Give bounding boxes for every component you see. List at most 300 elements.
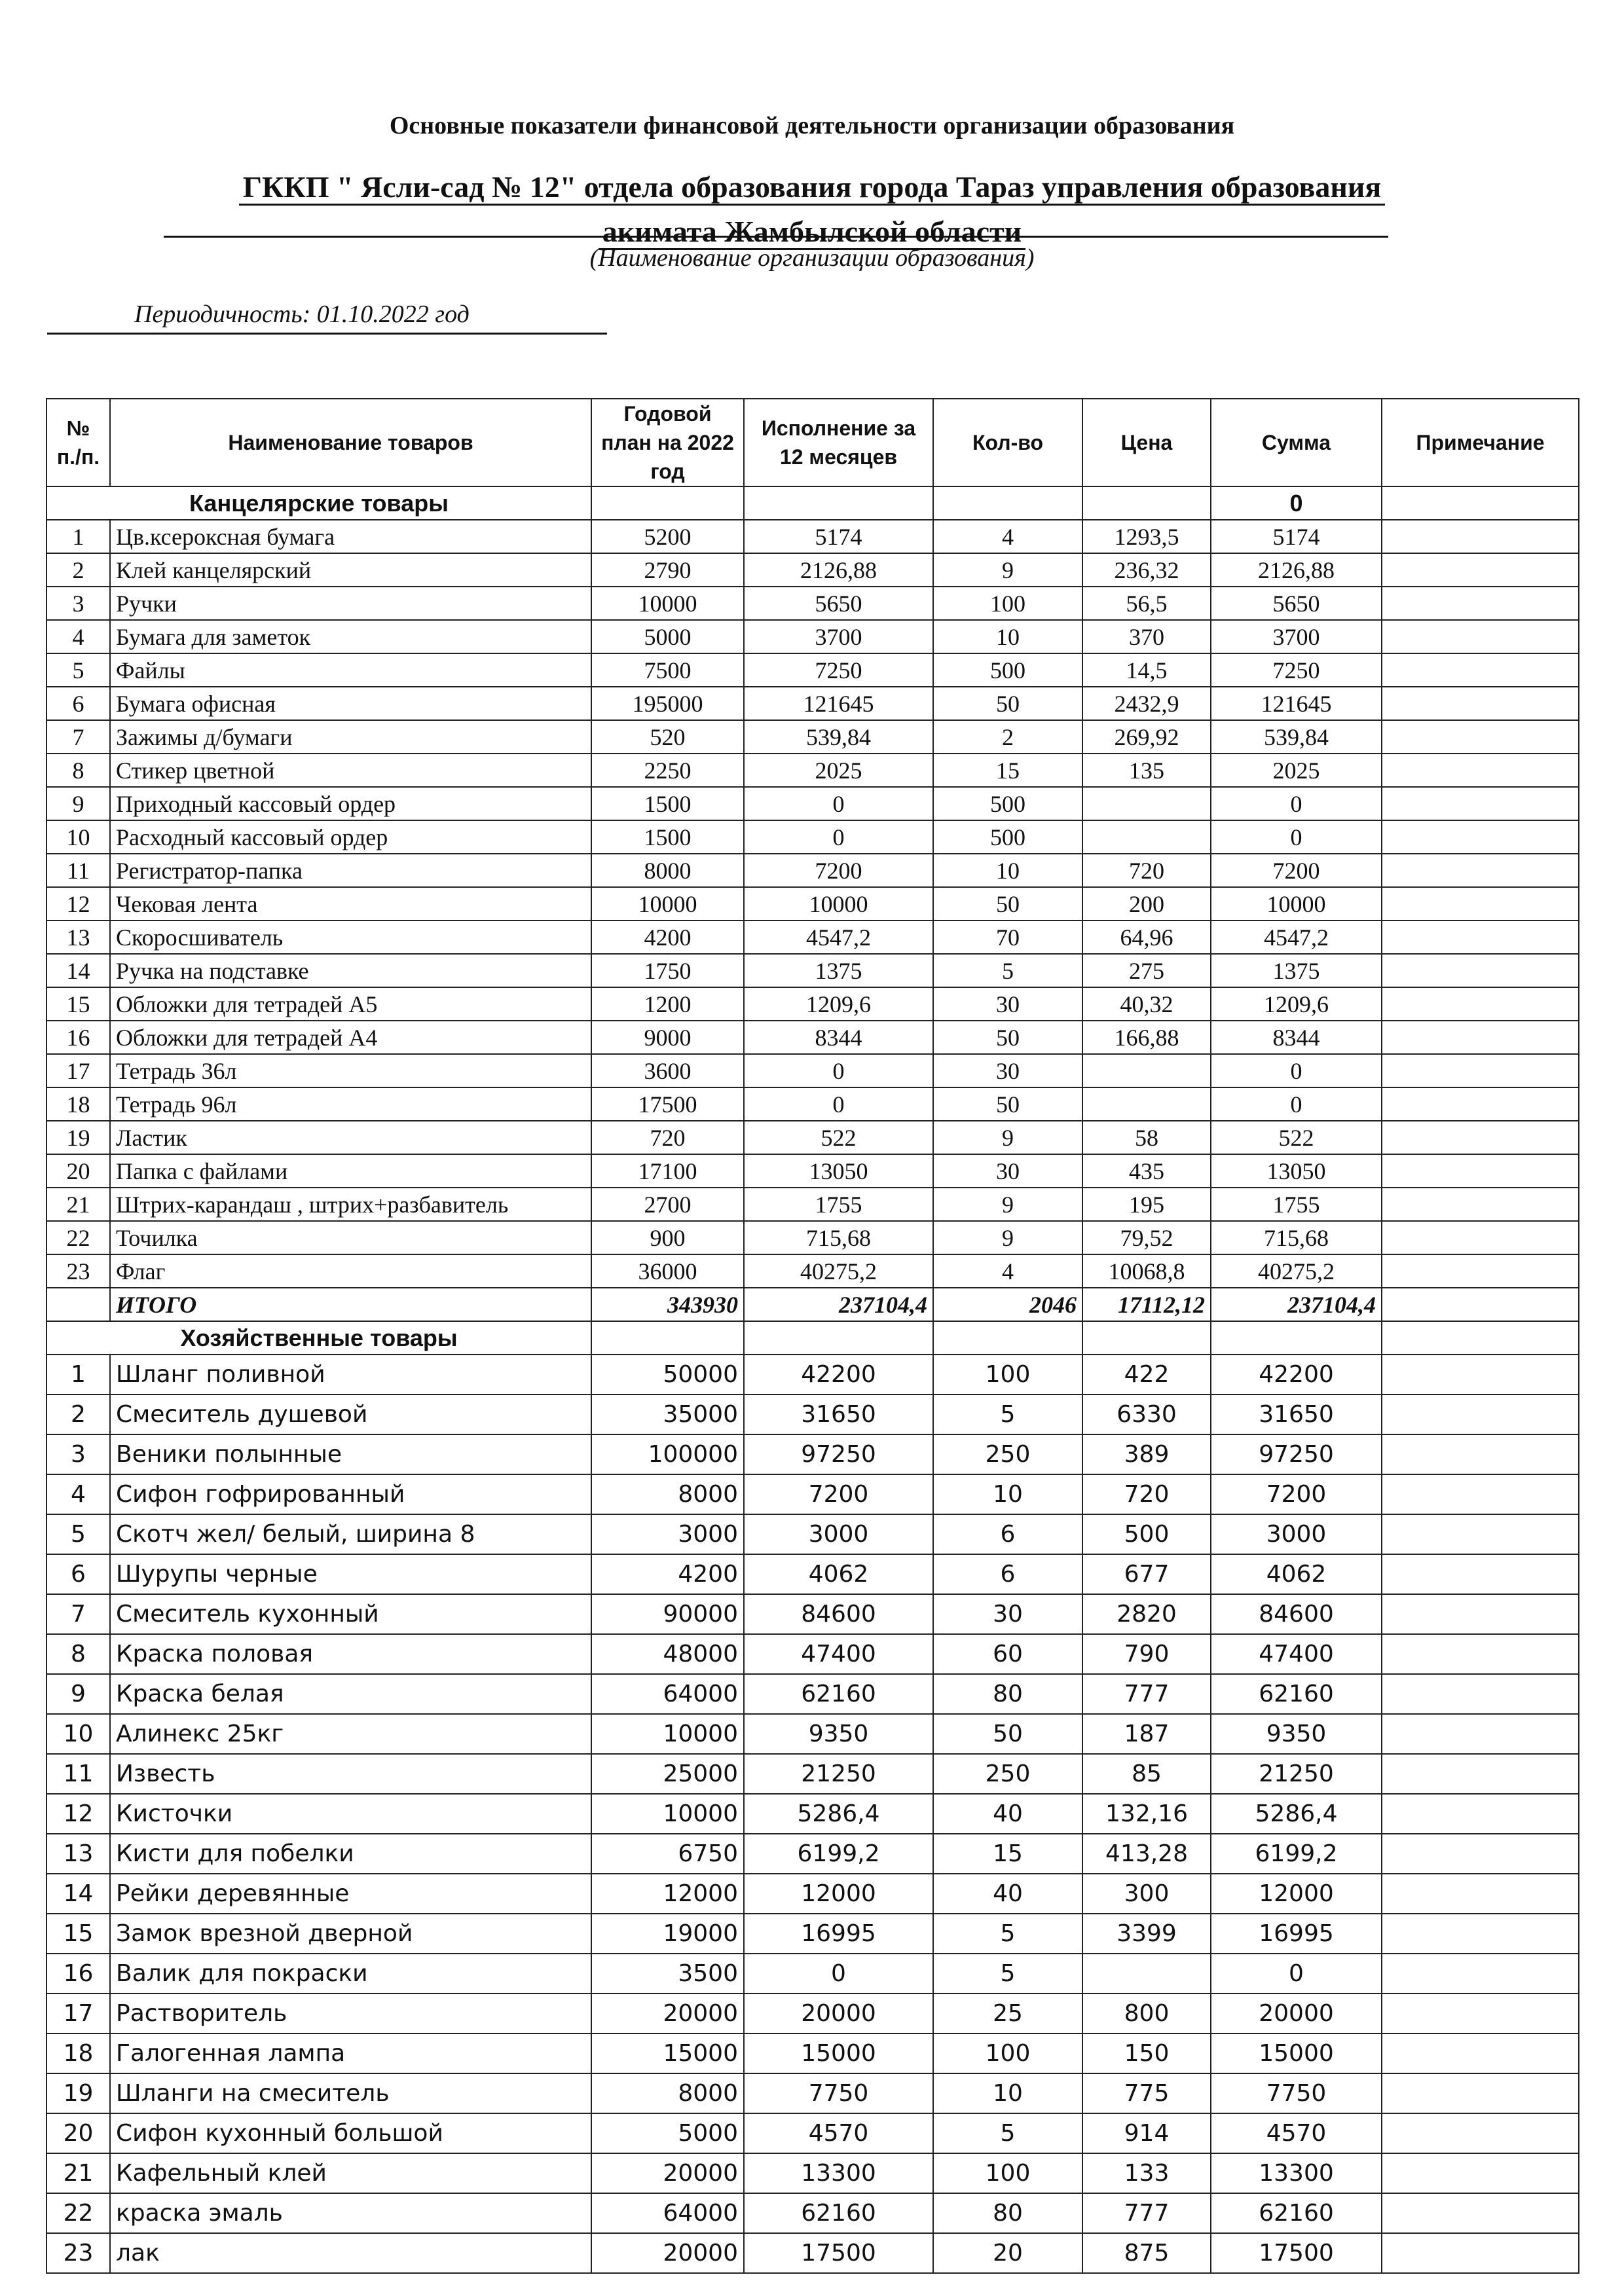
row-number: 11 [46, 1754, 110, 1794]
execution: 7750 [744, 2073, 933, 2113]
table-row [46, 1594, 1579, 1634]
sum: 84600 [1211, 1594, 1382, 1634]
price: 677 [1082, 1554, 1211, 1594]
price: 166,88 [1082, 1021, 1211, 1054]
item-name: Файлы [110, 653, 591, 687]
row-number: 11 [46, 854, 110, 887]
sum: 715,68 [1211, 1221, 1382, 1254]
note [1382, 1754, 1579, 1794]
section-header-row [46, 486, 1579, 520]
row-number: 5 [46, 653, 110, 687]
price: 300 [1082, 1874, 1211, 1914]
annual-plan: 3600 [591, 1054, 744, 1087]
total-price: 17112,12 [1082, 1288, 1211, 1321]
execution: 4547,2 [744, 920, 933, 954]
table-header-row [46, 399, 1579, 486]
note [1382, 1254, 1579, 1288]
header-rule [164, 236, 1388, 238]
note [1382, 687, 1579, 720]
table-row [46, 2033, 1579, 2073]
table-row [46, 1021, 1579, 1054]
quantity: 100 [933, 2033, 1082, 2073]
execution: 10000 [744, 887, 933, 920]
table-row [46, 1087, 1579, 1121]
table-row [46, 2113, 1579, 2153]
item-name: Сифон гофрированный [110, 1474, 591, 1514]
annual-plan: 9000 [591, 1021, 744, 1054]
table-cell [744, 486, 933, 520]
table-row [46, 1121, 1579, 1154]
execution: 15000 [744, 2033, 933, 2073]
price: 187 [1082, 1714, 1211, 1754]
item-name: Тетрадь 36л [110, 1054, 591, 1087]
quantity: 5 [933, 954, 1082, 987]
sum: 6199,2 [1211, 1834, 1382, 1874]
annual-plan: 3500 [591, 1954, 744, 1994]
execution: 0 [744, 1954, 933, 1994]
price: 2820 [1082, 1594, 1211, 1634]
column-header: № п./п. [46, 399, 110, 486]
price: 40,32 [1082, 987, 1211, 1021]
note [1382, 1634, 1579, 1674]
row-number: 14 [46, 954, 110, 987]
note [1382, 653, 1579, 687]
sum: 31650 [1211, 1394, 1382, 1434]
table-row [46, 587, 1579, 620]
price: 56,5 [1082, 587, 1211, 620]
sum: 5286,4 [1211, 1794, 1382, 1834]
sum: 21250 [1211, 1754, 1382, 1794]
sum: 8344 [1211, 1021, 1382, 1054]
execution: 121645 [744, 687, 933, 720]
annual-plan: 8000 [591, 2073, 744, 2113]
sum: 5174 [1211, 520, 1382, 553]
sum: 121645 [1211, 687, 1382, 720]
execution: 0 [744, 820, 933, 854]
execution: 12000 [744, 1874, 933, 1914]
price [1082, 1054, 1211, 1087]
price: 500 [1082, 1514, 1211, 1554]
note [1382, 720, 1579, 754]
note [1382, 587, 1579, 620]
column-header: Сумма [1211, 399, 1382, 486]
item-name: Бумага для заметок [110, 620, 591, 653]
column-header: Годовой план на 2022 год [591, 399, 744, 486]
note [1382, 987, 1579, 1021]
note [1382, 1914, 1579, 1954]
item-name: Тетрадь 96л [110, 1087, 591, 1121]
annual-plan: 100000 [591, 1434, 744, 1474]
annual-plan: 3000 [591, 1514, 744, 1554]
row-number: 1 [46, 1355, 110, 1394]
table-row [46, 1874, 1579, 1914]
price [1082, 820, 1211, 854]
annual-plan: 19000 [591, 1914, 744, 1954]
quantity: 6 [933, 1554, 1082, 1594]
price: 777 [1082, 1674, 1211, 1714]
quantity: 10 [933, 620, 1082, 653]
sum: 522 [1211, 1121, 1382, 1154]
note [1382, 2113, 1579, 2153]
execution: 21250 [744, 1754, 933, 1794]
table-row [46, 920, 1579, 954]
price: 422 [1082, 1355, 1211, 1394]
note [1382, 2073, 1579, 2113]
organization-line-1: ГККП " Ясли-сад № 12" отдела образования города Тараз управления образования [239, 170, 1386, 206]
note [1382, 1874, 1579, 1914]
note [1382, 1154, 1579, 1188]
price [1082, 1954, 1211, 1994]
row-number: 23 [46, 2233, 110, 2273]
row-number: 10 [46, 820, 110, 854]
table-row [46, 887, 1579, 920]
total-plan: 343930 [591, 1288, 744, 1321]
row-number: 12 [46, 887, 110, 920]
execution: 20000 [744, 1994, 933, 2033]
quantity: 15 [933, 1834, 1082, 1874]
quantity: 20 [933, 2233, 1082, 2273]
row-number: 4 [46, 620, 110, 653]
sum: 17500 [1211, 2233, 1382, 2273]
row-number: 17 [46, 1994, 110, 2033]
item-name: Цв.ксероксная бумага [110, 520, 591, 553]
row-number: 7 [46, 1594, 110, 1634]
annual-plan: 10000 [591, 1714, 744, 1754]
sum: 42200 [1211, 1355, 1382, 1394]
price: 135 [1082, 754, 1211, 787]
annual-plan: 4200 [591, 1554, 744, 1594]
table-row [46, 1254, 1579, 1288]
item-name: Ручки [110, 587, 591, 620]
goods-table [46, 398, 1579, 2274]
sum: 4570 [1211, 2113, 1382, 2153]
table-row [46, 820, 1579, 854]
table-row [46, 1154, 1579, 1188]
note [1382, 1554, 1579, 1594]
quantity: 50 [933, 1714, 1082, 1754]
row-number: 1 [46, 520, 110, 553]
item-name: Штрих-карандаш , штрих+разбавитель [110, 1188, 591, 1221]
note [1382, 1594, 1579, 1634]
price: 275 [1082, 954, 1211, 987]
quantity: 500 [933, 787, 1082, 820]
total-quantity: 2046 [933, 1288, 1082, 1321]
note [1382, 1054, 1579, 1087]
table-row [46, 1355, 1579, 1394]
row-number: 2 [46, 553, 110, 587]
annual-plan: 12000 [591, 1874, 744, 1914]
annual-plan: 1500 [591, 787, 744, 820]
row-number: 19 [46, 2073, 110, 2113]
note [1382, 854, 1579, 887]
table-row [46, 1474, 1579, 1514]
item-name: Рейки деревянные [110, 1874, 591, 1914]
sum: 40275,2 [1211, 1254, 1382, 1288]
price: 200 [1082, 887, 1211, 920]
item-name: Точилка [110, 1221, 591, 1254]
row-number: 20 [46, 1154, 110, 1188]
annual-plan: 64000 [591, 2193, 744, 2233]
row-number: 13 [46, 920, 110, 954]
table-row [46, 1434, 1579, 1474]
annual-plan: 35000 [591, 1394, 744, 1434]
section-sum [1211, 1321, 1382, 1355]
note [1382, 553, 1579, 587]
quantity: 5 [933, 1914, 1082, 1954]
sum: 13300 [1211, 2153, 1382, 2193]
price [1082, 1087, 1211, 1121]
sum: 62160 [1211, 1674, 1382, 1714]
quantity: 9 [933, 553, 1082, 587]
item-name: Смеситель кухонный [110, 1594, 591, 1634]
execution: 42200 [744, 1355, 933, 1394]
annual-plan: 2790 [591, 553, 744, 587]
annual-plan: 8000 [591, 854, 744, 887]
item-name: Скотч жел/ белый, ширина 8 [110, 1514, 591, 1554]
row-number: 13 [46, 1834, 110, 1874]
item-name: Папка с файлами [110, 1154, 591, 1188]
item-name: Алинекс 25кг [110, 1714, 591, 1754]
execution: 7200 [744, 854, 933, 887]
row-number: 18 [46, 2033, 110, 2073]
quantity: 5 [933, 2113, 1082, 2153]
section-sum: 0 [1211, 486, 1382, 520]
row-number: 3 [46, 1434, 110, 1474]
note [1382, 1954, 1579, 1994]
table-row [46, 553, 1579, 587]
annual-plan: 2700 [591, 1188, 744, 1221]
execution: 4062 [744, 1554, 933, 1594]
table-row [46, 2193, 1579, 2233]
price: 195 [1082, 1188, 1211, 1221]
annual-plan: 64000 [591, 1674, 744, 1714]
table-row [46, 1394, 1579, 1434]
sum: 13050 [1211, 1154, 1382, 1188]
row-number: 19 [46, 1121, 110, 1154]
quantity: 30 [933, 1054, 1082, 1087]
total-execution: 237104,4 [744, 1288, 933, 1321]
price: 775 [1082, 2073, 1211, 2113]
note [1382, 1674, 1579, 1714]
item-name: Бумага офисная [110, 687, 591, 720]
row-number: 6 [46, 687, 110, 720]
column-header: Наименование товаров [110, 399, 591, 486]
execution: 47400 [744, 1634, 933, 1674]
item-name: Сифон кухонный большой [110, 2113, 591, 2153]
price: 269,92 [1082, 720, 1211, 754]
quantity: 30 [933, 1154, 1082, 1188]
execution: 539,84 [744, 720, 933, 754]
item-name: Валик для покраски [110, 1954, 591, 1994]
table-row [46, 1221, 1579, 1254]
quantity: 10 [933, 1474, 1082, 1514]
execution: 1375 [744, 954, 933, 987]
quantity: 100 [933, 587, 1082, 620]
item-name: Расходный кассовый ордер [110, 820, 591, 854]
row-number: 21 [46, 1188, 110, 1221]
note [1382, 1714, 1579, 1754]
execution: 7250 [744, 653, 933, 687]
quantity: 100 [933, 1355, 1082, 1394]
sum: 9350 [1211, 1714, 1382, 1754]
table-row [46, 787, 1579, 820]
execution: 1755 [744, 1188, 933, 1221]
row-number: 8 [46, 1634, 110, 1674]
row-number: 18 [46, 1087, 110, 1121]
row-number: 8 [46, 754, 110, 787]
table-cell [1082, 486, 1211, 520]
annual-plan: 4200 [591, 920, 744, 954]
note [1382, 787, 1579, 820]
quantity: 9 [933, 1221, 1082, 1254]
price: 58 [1082, 1121, 1211, 1154]
quantity: 30 [933, 987, 1082, 1021]
period-rule [47, 333, 607, 335]
price: 777 [1082, 2193, 1211, 2233]
execution: 62160 [744, 2193, 933, 2233]
item-name: краска эмаль [110, 2193, 591, 2233]
period-label: Периодичность: 01.10.2022 год [134, 301, 470, 328]
note [1382, 2233, 1579, 2273]
execution: 84600 [744, 1594, 933, 1634]
table-row [46, 1914, 1579, 1954]
note [1382, 820, 1579, 854]
item-name: Кафельный клей [110, 2153, 591, 2193]
table-row [46, 653, 1579, 687]
quantity: 6 [933, 1514, 1082, 1554]
item-name: Шурупы черные [110, 1554, 591, 1594]
note [1382, 1121, 1579, 1154]
table-row [46, 2073, 1579, 2113]
table-row [46, 687, 1579, 720]
execution: 0 [744, 787, 933, 820]
annual-plan: 10000 [591, 1794, 744, 1834]
row-number: 5 [46, 1514, 110, 1554]
table-row [46, 620, 1579, 653]
item-name: Растворитель [110, 1994, 591, 2033]
annual-plan: 5000 [591, 2113, 744, 2153]
price: 914 [1082, 2113, 1211, 2153]
quantity: 50 [933, 1087, 1082, 1121]
quantity: 250 [933, 1434, 1082, 1474]
item-name: Стикер цветной [110, 754, 591, 787]
note [1382, 2033, 1579, 2073]
row-number: 22 [46, 1221, 110, 1254]
table-row [46, 2153, 1579, 2193]
note [1382, 1394, 1579, 1434]
table-cell [591, 1321, 744, 1355]
note [1382, 920, 1579, 954]
sum: 5650 [1211, 587, 1382, 620]
price: 133 [1082, 2153, 1211, 2193]
execution: 522 [744, 1121, 933, 1154]
quantity: 30 [933, 1594, 1082, 1634]
quantity: 100 [933, 2153, 1082, 2193]
table-row [46, 1754, 1579, 1794]
table-row [46, 720, 1579, 754]
annual-plan: 90000 [591, 1594, 744, 1634]
annual-plan: 720 [591, 1121, 744, 1154]
quantity: 40 [933, 1794, 1082, 1834]
price: 6330 [1082, 1394, 1211, 1434]
execution: 1209,6 [744, 987, 933, 1021]
sum: 97250 [1211, 1434, 1382, 1474]
annual-plan: 1500 [591, 820, 744, 854]
note [1382, 1794, 1579, 1834]
column-header: Кол-во [933, 399, 1082, 486]
sum: 47400 [1211, 1634, 1382, 1674]
execution: 5286,4 [744, 1794, 933, 1834]
quantity: 2 [933, 720, 1082, 754]
row-number: 7 [46, 720, 110, 754]
execution: 62160 [744, 1674, 933, 1714]
execution: 5174 [744, 520, 933, 553]
row-number: 15 [46, 987, 110, 1021]
sum: 7750 [1211, 2073, 1382, 2113]
organization-name [0, 165, 1624, 254]
execution: 0 [744, 1087, 933, 1121]
annual-plan: 900 [591, 1221, 744, 1254]
item-name: Смеситель душевой [110, 1394, 591, 1434]
total-sum: 237104,4 [1211, 1288, 1382, 1321]
price: 85 [1082, 1754, 1211, 1794]
table-row [46, 1674, 1579, 1714]
table-row [46, 954, 1579, 987]
row-number: 14 [46, 1874, 110, 1914]
item-name: Клей канцелярский [110, 553, 591, 587]
quantity: 5 [933, 1394, 1082, 1434]
item-name: Обложки для тетрадей А5 [110, 987, 591, 1021]
table-row [46, 1514, 1579, 1554]
annual-plan: 20000 [591, 2153, 744, 2193]
table-row [46, 1794, 1579, 1834]
item-name: Известь [110, 1754, 591, 1794]
price: 389 [1082, 1434, 1211, 1474]
quantity: 500 [933, 653, 1082, 687]
row-number: 3 [46, 587, 110, 620]
item-name: лак [110, 2233, 591, 2273]
sum: 10000 [1211, 887, 1382, 920]
execution: 17500 [744, 2233, 933, 2273]
section-title: Хозяйственные товары [46, 1321, 591, 1355]
note [1382, 2153, 1579, 2193]
quantity: 15 [933, 754, 1082, 787]
item-name: Замок врезной дверной [110, 1914, 591, 1954]
sum: 2025 [1211, 754, 1382, 787]
price: 150 [1082, 2033, 1211, 2073]
item-name: Скоросшиватель [110, 920, 591, 954]
column-header: Примечание [1382, 399, 1579, 486]
table-row [46, 2233, 1579, 2273]
quantity: 80 [933, 2193, 1082, 2233]
document-title: Основные показатели финансовой деятельности организации образования [389, 112, 1235, 139]
note [1382, 1087, 1579, 1121]
item-name: Краска белая [110, 1674, 591, 1714]
annual-plan: 20000 [591, 1994, 744, 2033]
item-name: Чековая лента [110, 887, 591, 920]
price: 14,5 [1082, 653, 1211, 687]
note [1382, 1021, 1579, 1054]
table-cell [1382, 486, 1579, 520]
annual-plan: 5200 [591, 520, 744, 553]
annual-plan: 1200 [591, 987, 744, 1021]
table-cell [933, 486, 1082, 520]
price: 875 [1082, 2233, 1211, 2273]
row-number: 21 [46, 2153, 110, 2193]
quantity: 50 [933, 887, 1082, 920]
table-cell [46, 1288, 110, 1321]
price [1082, 787, 1211, 820]
